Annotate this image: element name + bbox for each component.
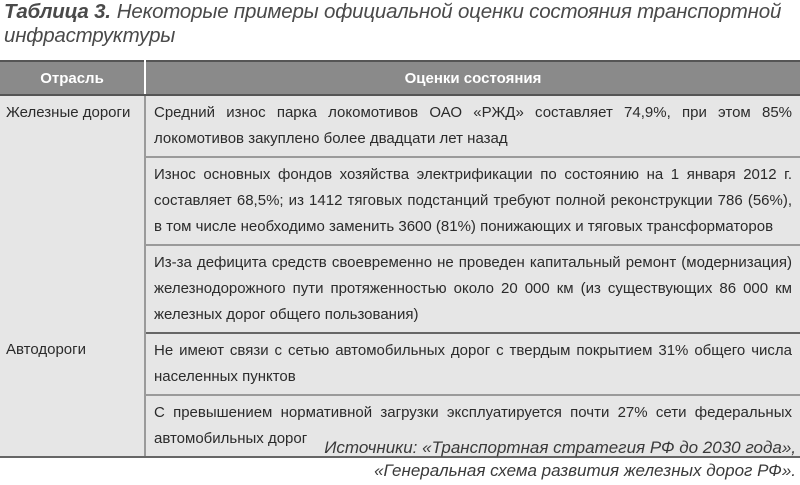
header-sector: Отрасль [0,61,145,95]
sources-line: «Генеральная схема развития железных дорог РФ». [374,461,796,480]
assessment-cell: С превышением нормативной загрузки эксплуатируется почти 27% сети федеральных автомобильных дорог [145,395,800,457]
sector-cell-railways: Железные дороги [0,95,145,333]
sources-line: Источники: «Транспортная стратегия РФ до 2030 года», [324,438,796,457]
table-caption [4,0,796,48]
caption-label: Таблица 3. [4,0,111,23]
assessment-cell: Не имеют связи с сетью автомобильных дорог с твердым покрытием 31% общего числа населенных пунктов [145,333,800,395]
condition-table [0,60,800,458]
header-assessment: Оценки состояния [145,61,800,95]
table-row [0,333,800,395]
assessment-cell: Средний износ парка локомотивов ОАО «РЖД» составляет 74,9%, при этом 85% локомотивов закуплено более двадцати лет назад [145,95,800,157]
caption-text: Некоторые примеры официальной оценки состояния транспортной инфраструктуры [4,0,782,47]
sources-note [36,436,796,482]
sector-cell-roads: Автодороги [0,333,145,457]
assessment-cell: Из-за дефицита средств своевременно не проведен капитальный ремонт (модернизация) железнодорожного пути протяженностью около 20 000 км (из существующих 86 000 км железных дорог общего пользования) [145,245,800,333]
table-header-row [0,61,800,95]
assessment-cell: Износ основных фондов хозяйства электрификации по состоянию на 1 января 2012 г. составляет 68,5%; из 1412 тяговых подстанций требуют полной реконструкции 786 (56%), в том числе необходимо заменить 3600 (81%) понижающих и тяговых трансформаторов [145,157,800,245]
table-row [0,95,800,157]
